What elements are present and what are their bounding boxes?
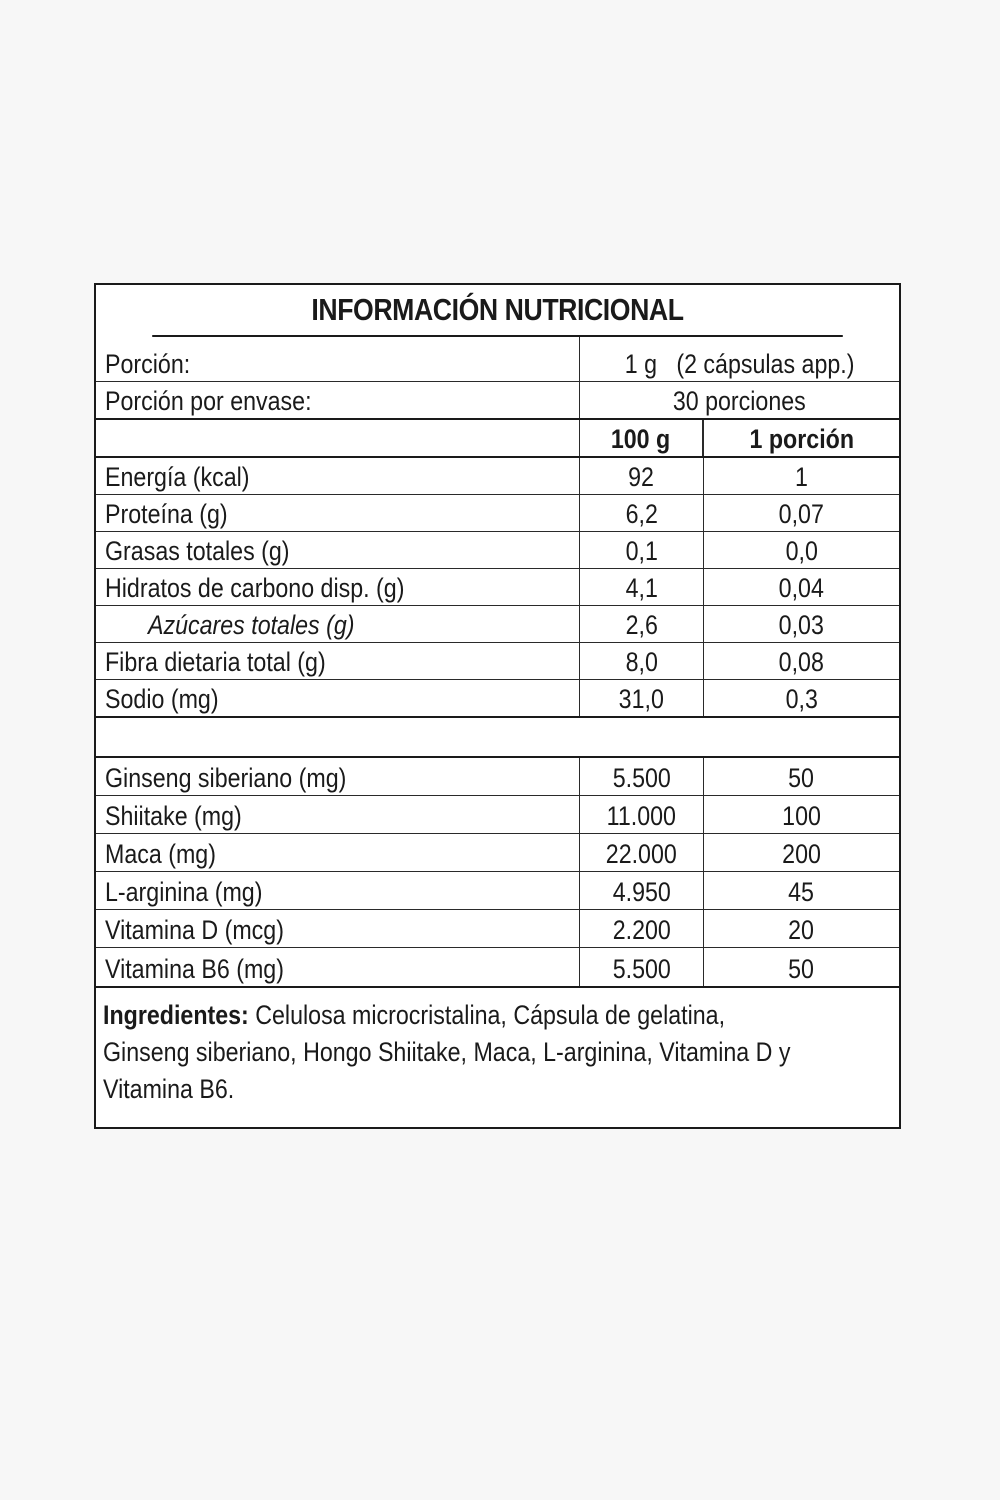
active-name: Ginseng siberiano (mg): [105, 763, 347, 793]
active-row: [96, 872, 899, 910]
ingredients-section: [103, 997, 808, 1108]
header-per-portion: 1 porción: [749, 424, 854, 454]
active-per-portion: 50: [788, 954, 815, 984]
nutrient-per-portion: 0,0: [785, 536, 818, 566]
nutrition-facts-table: [94, 283, 901, 1129]
nutrient-per-100g: 4,1: [625, 573, 658, 603]
serving-size-label: Porción:: [105, 349, 191, 379]
active-per-portion: 20: [788, 915, 815, 945]
active-per-100g: 22.000: [605, 839, 678, 869]
nutrient-row: [96, 643, 899, 680]
serving-size-row: [96, 337, 899, 382]
nutrient-per-100g: 2,6: [625, 610, 658, 640]
nutrient-per-portion: 0,08: [778, 647, 825, 677]
nutrient-per-100g: 6,2: [625, 499, 658, 529]
nutrient-name: Hidratos de carbono disp. (g): [105, 573, 405, 603]
nutrient-row: [96, 495, 899, 532]
nutrient-row: [96, 680, 899, 718]
nutrient-per-portion: 0,03: [778, 610, 825, 640]
active-name: L-arginina (mg): [105, 877, 263, 907]
active-row: [96, 910, 899, 948]
nutrient-name: Proteína (g): [105, 499, 228, 529]
nutrient-row: [96, 606, 899, 643]
active-per-portion: 45: [788, 877, 815, 907]
nutrient-name: Sodio (mg): [105, 684, 219, 714]
nutrient-per-100g: 8,0: [625, 647, 658, 677]
active-per-portion: 100: [782, 801, 821, 831]
active-per-100g: 5.500: [612, 954, 671, 984]
header-name: [96, 420, 580, 456]
nutrient-name: Energía (kcal): [105, 462, 250, 492]
nutrient-per-portion: 0,04: [778, 573, 825, 603]
active-name: Vitamina D (mcg): [105, 915, 284, 945]
nutrient-per-portion: 1: [795, 462, 808, 492]
active-row: [96, 758, 899, 796]
nutrient-per-100g: 0,1: [625, 536, 658, 566]
active-row: [96, 796, 899, 834]
header-per-100g: 100 g: [611, 424, 671, 454]
active-row: [96, 948, 899, 988]
active-name: Maca (mg): [105, 839, 216, 869]
column-header-row: [96, 420, 899, 458]
active-per-portion: 200: [782, 839, 821, 869]
nutrient-name: Azúcares totales (g): [148, 610, 355, 640]
nutrient-per-100g: 31,0: [618, 684, 665, 714]
active-per-100g: 11.000: [606, 801, 677, 831]
active-name: Vitamina B6 (mg): [105, 954, 284, 984]
nutrient-name: Grasas totales (g): [105, 536, 290, 566]
ingredients-label: Ingredientes:: [103, 1000, 249, 1030]
active-row: [96, 834, 899, 872]
serving-size-value: 1 g (2 cápsulas app.): [624, 349, 855, 379]
active-per-100g: 5.500: [612, 763, 671, 793]
nutrient-per-portion: 0,07: [778, 499, 825, 529]
nutrient-per-portion: 0,3: [785, 684, 818, 714]
servings-per-package-row: [96, 382, 899, 420]
servings-per-package-value: 30 porciones: [673, 386, 806, 416]
active-name: Shiitake (mg): [105, 801, 242, 831]
nutrient-row: [96, 532, 899, 569]
spacer-row: [96, 718, 899, 758]
nutrient-row: [96, 458, 899, 495]
table-title: INFORMACIÓN NUTRICIONAL: [152, 285, 843, 337]
nutrient-per-100g: 92: [628, 462, 655, 492]
active-per-portion: 50: [788, 763, 815, 793]
active-per-100g: 2.200: [612, 915, 671, 945]
active-per-100g: 4.950: [612, 877, 671, 907]
ingredients-text: Celulosa microcristalina, Cápsula de gelatina, Ginseng siberiano, Hongo Shiitake, Maca, L-arginina, Vitamina D y Vitamina B6.: [103, 1000, 791, 1104]
servings-per-package-label: Porción por envase:: [105, 386, 312, 416]
nutrient-name: Fibra dietaria total (g): [105, 647, 326, 677]
nutrient-row: [96, 569, 899, 606]
